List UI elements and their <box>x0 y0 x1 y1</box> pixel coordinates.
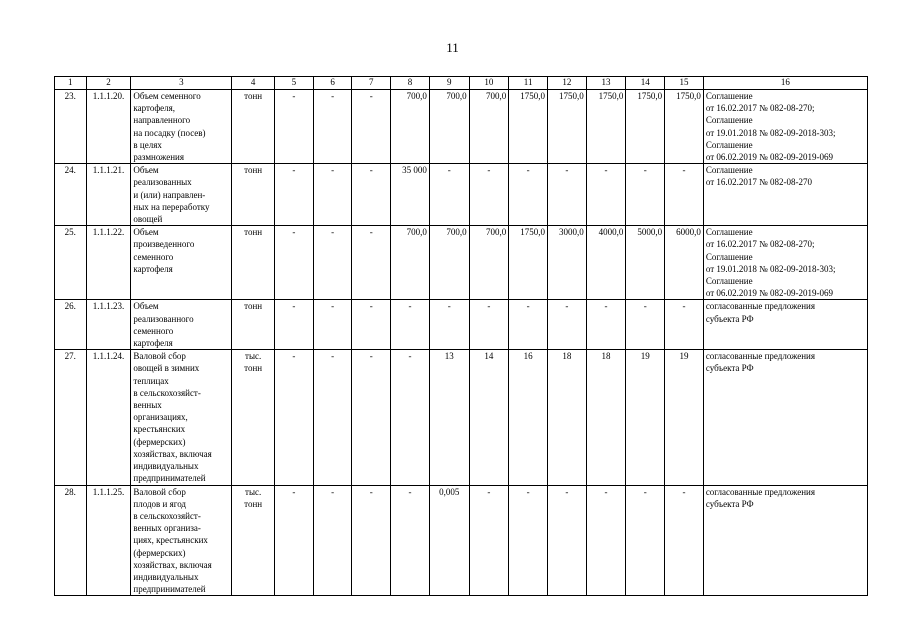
value-cell: 1750,0 <box>509 90 548 164</box>
basis-cell: Соглашение от 16.02.2017 № 082-08-270; Соглашение от 19.01.2018 № 082-09-2018-303; Соглашение от 06.02.2019 № 082-09-2019-069 <box>703 90 867 164</box>
basis-cell: Соглашение от 16.02.2017 № 082-08-270; Соглашение от 19.01.2018 № 082-09-2018-303; Соглашение от 06.02.2019 № 082-09-2019-069 <box>703 226 867 300</box>
row-number: 28. <box>55 485 87 596</box>
column-header: 13 <box>586 77 626 90</box>
value-cell: 0,005 <box>429 485 469 596</box>
indicator-name: Объем реализованного семенного картофеля <box>131 300 232 350</box>
value-cell: - <box>547 485 586 596</box>
value-cell: - <box>626 300 665 350</box>
value-cell: - <box>547 300 586 350</box>
indicator-table <box>54 76 868 596</box>
value-cell: - <box>313 300 352 350</box>
value-cell: 19 <box>626 350 665 485</box>
value-cell: 5000,0 <box>626 226 665 300</box>
value-cell: - <box>352 226 391 300</box>
indicator-code: 1.1.1.21. <box>86 164 131 226</box>
unit: тыс. тонн <box>232 350 275 485</box>
table-row <box>55 300 868 350</box>
column-header: 1 <box>55 77 87 90</box>
column-header: 11 <box>509 77 548 90</box>
value-cell: 19 <box>665 350 704 485</box>
table-row <box>55 90 868 164</box>
basis-cell: согласованные предложения субъекта РФ <box>703 300 867 350</box>
value-cell: - <box>313 485 352 596</box>
value-cell: 700,0 <box>391 90 430 164</box>
indicator-code: 1.1.1.22. <box>86 226 131 300</box>
table-row <box>55 485 868 596</box>
value-cell: 18 <box>547 350 586 485</box>
value-cell: - <box>626 485 665 596</box>
basis-cell: Соглашение от 16.02.2017 № 082-08-270 <box>703 164 867 226</box>
value-cell: - <box>275 164 314 226</box>
value-cell: 1750,0 <box>626 90 665 164</box>
value-cell: 700,0 <box>469 90 509 164</box>
indicator-name: Валовой сбор овощей в зимних теплицах в сельскохозяйст- венных организациях, крестьянских (фермерских) хозяйствах, включая индивидуальных предпринимателей <box>131 350 232 485</box>
value-cell: - <box>586 164 626 226</box>
value-cell: - <box>469 300 509 350</box>
value-cell: 16 <box>509 350 548 485</box>
unit: тонн <box>232 90 275 164</box>
row-number: 27. <box>55 350 87 485</box>
value-cell: - <box>275 90 314 164</box>
value-cell: - <box>429 300 469 350</box>
value-cell: 1750,0 <box>586 90 626 164</box>
column-header: 4 <box>232 77 275 90</box>
value-cell: 1750,0 <box>665 90 704 164</box>
indicator-name: Объем семенного картофеля, направленного на посадку (посев) в целях размножения <box>131 90 232 164</box>
value-cell: - <box>469 485 509 596</box>
value-cell: - <box>391 350 430 485</box>
unit: тонн <box>232 226 275 300</box>
value-cell: 700,0 <box>469 226 509 300</box>
value-cell: - <box>586 485 626 596</box>
column-header: 14 <box>626 77 665 90</box>
indicator-name: Валовой сбор плодов и ягод в сельскохозяйст- венных организа- циях, крестьянских (фермерских) хозяйствах, включая индивидуальных предпринимателей <box>131 485 232 596</box>
indicator-code: 1.1.1.20. <box>86 90 131 164</box>
value-cell: 18 <box>586 350 626 485</box>
table-row <box>55 164 868 226</box>
value-cell: - <box>509 300 548 350</box>
value-cell: - <box>391 300 430 350</box>
unit: тонн <box>232 300 275 350</box>
value-cell: 1750,0 <box>547 90 586 164</box>
column-header: 5 <box>275 77 314 90</box>
value-cell: - <box>275 350 314 485</box>
value-cell: - <box>352 164 391 226</box>
value-cell: - <box>313 164 352 226</box>
value-cell: 700,0 <box>429 90 469 164</box>
indicator-name: Объем произведенного семенного картофеля <box>131 226 232 300</box>
row-number: 26. <box>55 300 87 350</box>
indicator-code: 1.1.1.23. <box>86 300 131 350</box>
page-number: 11 <box>446 40 459 55</box>
value-cell: - <box>547 164 586 226</box>
column-header: 10 <box>469 77 509 90</box>
value-cell: - <box>665 485 704 596</box>
row-number: 25. <box>55 226 87 300</box>
column-header: 9 <box>429 77 469 90</box>
value-cell: 1750,0 <box>509 226 548 300</box>
column-header: 15 <box>665 77 704 90</box>
basis-cell: согласованные предложения субъекта РФ <box>703 350 867 485</box>
row-number: 23. <box>55 90 87 164</box>
header-row <box>55 77 868 90</box>
value-cell: - <box>509 164 548 226</box>
value-cell: - <box>586 300 626 350</box>
value-cell: - <box>275 300 314 350</box>
value-cell: 14 <box>469 350 509 485</box>
value-cell: 700,0 <box>391 226 430 300</box>
indicator-code: 1.1.1.24. <box>86 350 131 485</box>
value-cell: - <box>469 164 509 226</box>
value-cell: - <box>352 90 391 164</box>
indicator-name: Объем реализованных и (или) направлен- ных на переработку овощей <box>131 164 232 226</box>
value-cell: 6000,0 <box>665 226 704 300</box>
value-cell: - <box>275 226 314 300</box>
row-number: 24. <box>55 164 87 226</box>
value-cell: - <box>352 300 391 350</box>
value-cell: - <box>665 164 704 226</box>
value-cell: - <box>626 164 665 226</box>
value-cell: - <box>275 485 314 596</box>
column-header: 12 <box>547 77 586 90</box>
value-cell: - <box>313 226 352 300</box>
value-cell: - <box>313 350 352 485</box>
value-cell: - <box>352 485 391 596</box>
value-cell: - <box>313 90 352 164</box>
table-row <box>55 350 868 485</box>
column-header: 6 <box>313 77 352 90</box>
value-cell: - <box>391 485 430 596</box>
column-header: 3 <box>131 77 232 90</box>
unit: тонн <box>232 164 275 226</box>
indicator-code: 1.1.1.25. <box>86 485 131 596</box>
unit: тыс. тонн <box>232 485 275 596</box>
value-cell: 3000,0 <box>547 226 586 300</box>
value-cell: 13 <box>429 350 469 485</box>
value-cell: 35 000 <box>391 164 430 226</box>
column-header: 16 <box>703 77 867 90</box>
basis-cell: согласованные предложения субъекта РФ <box>703 485 867 596</box>
column-header: 2 <box>86 77 131 90</box>
value-cell: - <box>352 350 391 485</box>
value-cell: 700,0 <box>429 226 469 300</box>
column-header: 7 <box>352 77 391 90</box>
value-cell: 4000,0 <box>586 226 626 300</box>
value-cell: - <box>509 485 548 596</box>
column-header: 8 <box>391 77 430 90</box>
value-cell: - <box>429 164 469 226</box>
table-row <box>55 226 868 300</box>
value-cell: - <box>665 300 704 350</box>
